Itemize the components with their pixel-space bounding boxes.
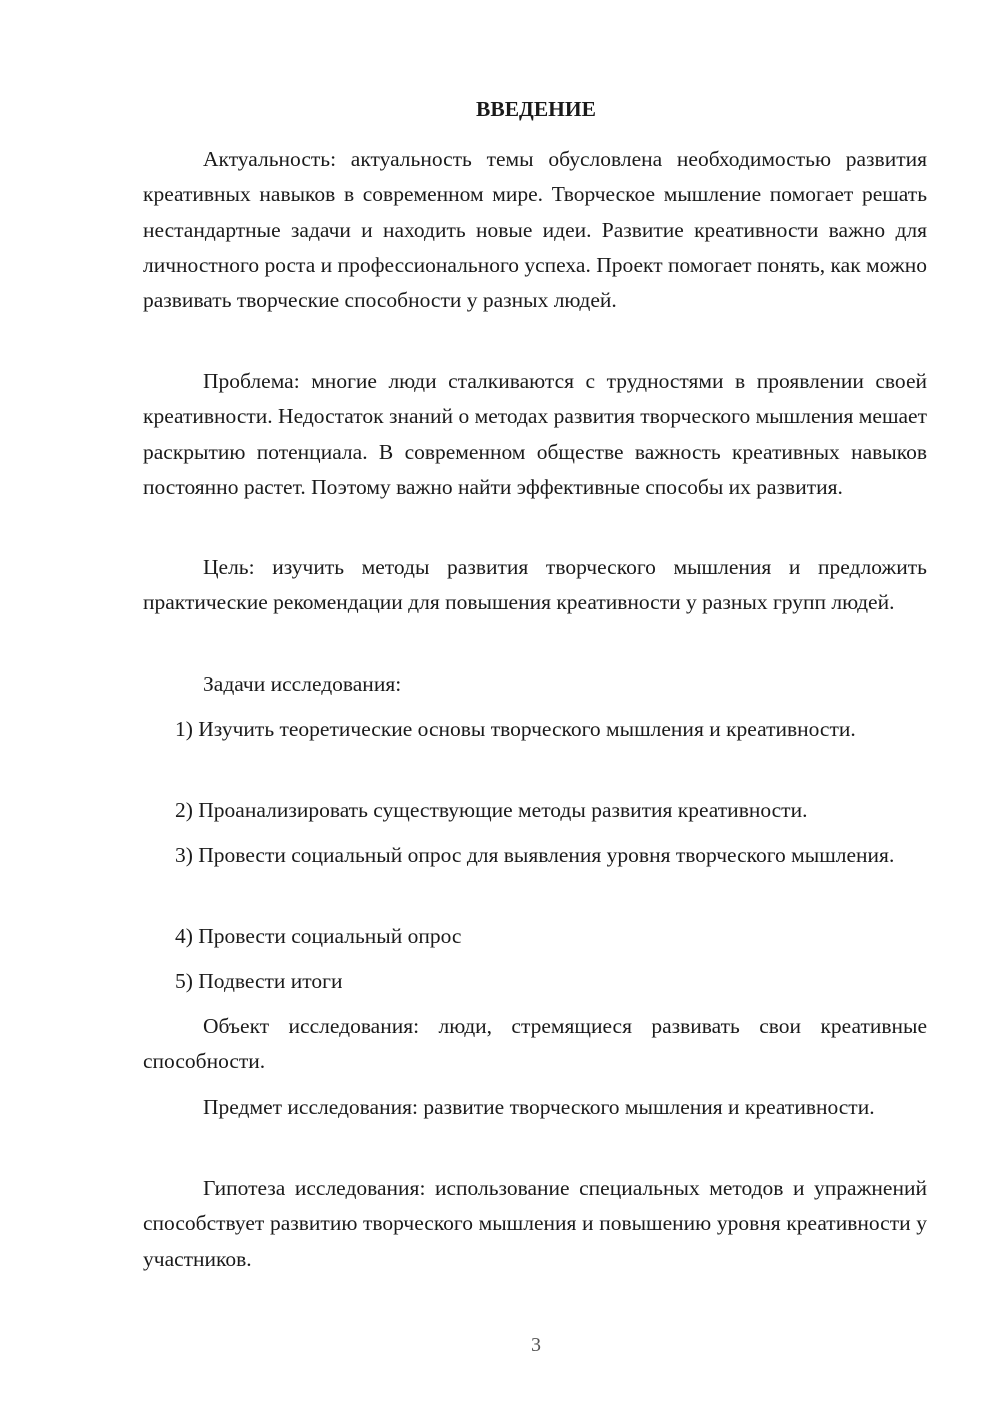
page-number: 3 — [531, 1334, 541, 1356]
paragraph-actuality: Актуальность: актуальность темы обусловлена необходимостью развития креативных навыков в современном мире. Творческое мышление помогает решать нестандартные задачи и находить новые идеи. Развитие креативности важно для личностного роста и профессионального успеха. Проект помогает понять, как можно развивать творческие способности у разных людей. — [143, 147, 927, 313]
paragraph-hypothesis: Гипотеза исследования: использование специальных методов и упражнений способствует развитию творческого мышления и повышению уровня креативности у участников. — [143, 1176, 927, 1271]
list-item-task-2: 2) Проанализировать существующие методы развития креативности. — [175, 798, 808, 822]
list-item-task-4: 4) Провести социальный опрос — [175, 924, 462, 948]
paragraph-object: Объект исследования: люди, стремящиеся развивать свои креативные способности. — [143, 1014, 927, 1074]
list-item-task-3: 3) Провести социальный опрос для выявления уровня творческого мышления. — [175, 843, 895, 867]
paragraph-goal: Цель: изучить методы развития творческого мышления и предложить практические рекомендации для повышения креативности у разных групп людей. — [143, 555, 927, 615]
list-item-task-5: 5) Подвести итоги — [175, 969, 343, 993]
page-title: ВВЕДЕНИЕ — [476, 97, 596, 121]
tasks-heading: Задачи исследования: — [203, 672, 402, 696]
paragraph-subject: Предмет исследования: развитие творческого мышления и креативности. — [203, 1095, 875, 1119]
paragraph-problem: Проблема: многие люди сталкиваются с трудностями в проявлении своей креативности. Недостаток знаний о методах развития творческого мышления мешает раскрытию потенциала. В современном обществе важность креативных навыков постоянно растет. Поэтому важно найти эффективные способы их развития. — [143, 369, 927, 499]
list-item-task-1: 1) Изучить теоретические основы творческого мышления и креативности. — [175, 717, 856, 741]
